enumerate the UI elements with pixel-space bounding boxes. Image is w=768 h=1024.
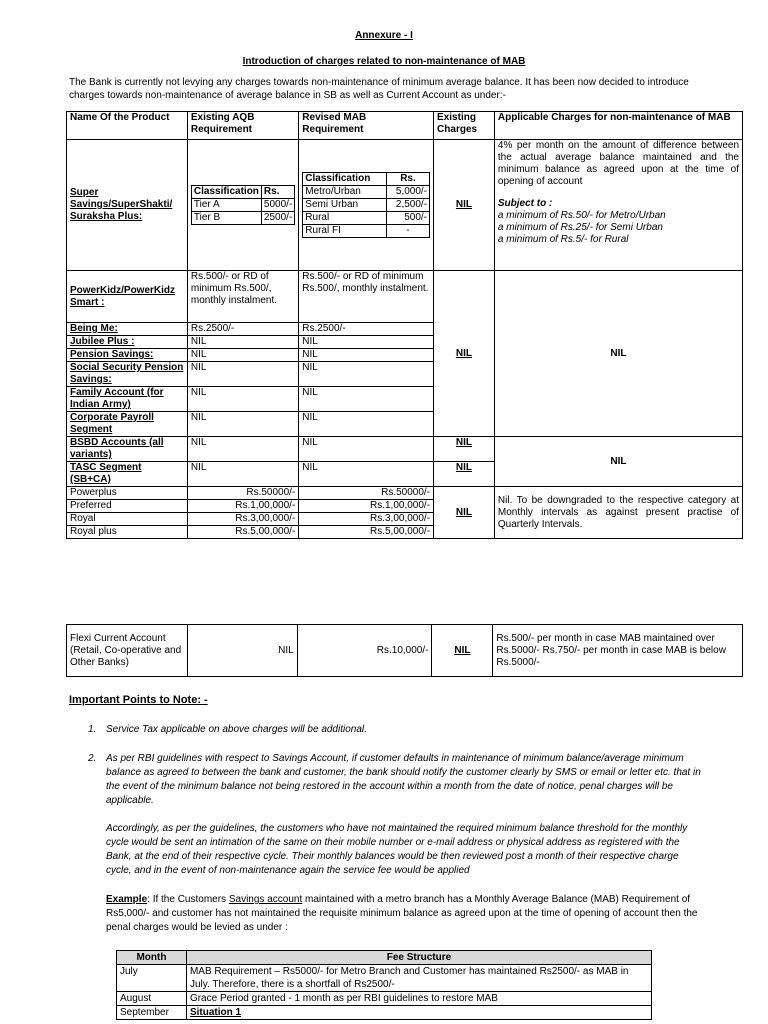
minimum-metro: a minimum of Rs.50/- for Metro/Urban (497, 210, 666, 221)
inner-cell: Tier B (191, 212, 261, 225)
revised-cell: Rs.3,00,000/- (299, 513, 434, 526)
inner-cell: Semi Urban (303, 199, 387, 212)
existing-cell: NIL (187, 336, 298, 349)
table-row (67, 437, 743, 462)
note-paragraph: Accordingly, as per the guidelines, the customers who have not maintained the required minimum balance threshold for the monthly cycle would be sent an intimation of the same on their mobile number or e-mail address or physical address as registered with the Bank, at the end of their respective cycle. Their monthly balances would be then reviewed post a month of their respective charge cycle, and in the event of non-maintenance again the service fee would be applied (106, 823, 688, 876)
header-existing: Existing AQB Requirement (187, 112, 298, 140)
fee-structure-table (116, 950, 652, 1020)
product-cell: PowerKidz/PowerKidz Smart : (67, 271, 188, 323)
inner-cell: 5000/- (261, 199, 294, 212)
existing-cell: Rs.5,00,000/- (187, 526, 298, 539)
table-row (67, 140, 743, 271)
revised-cell: NIL (299, 437, 434, 462)
intro-paragraph: The Bank is currently not levying any charges towards non-maintenance of minimum average balance. It has been now decided to introduce charges towards non-maintenance of average balance in SB as well as Current Account as under:- (69, 77, 689, 101)
inner-cell: 2500/- (261, 212, 294, 225)
fee-month: August (117, 992, 187, 1006)
applicable-main-text: 4% per month on the amount of difference between the actual average balance maintained and the minimum balance as agreed upon at the time of opening of account (497, 140, 739, 187)
existing-cell (187, 140, 298, 271)
header-product: Name Of the Product (67, 112, 188, 140)
existing-cell: NIL (187, 412, 298, 437)
revised-cell: NIL (299, 336, 434, 349)
product-cell: Preferred (67, 500, 188, 513)
existing-cell: Rs.3,00,000/- (187, 513, 298, 526)
applicable-cell: Rs.500/- per month in case MAB maintained over Rs.5000/- Rs.750/- per month in case MAB is below Rs.5000/- (493, 625, 743, 677)
revised-classification-table (302, 172, 430, 238)
subject-to-label: Subject to : (497, 198, 553, 209)
inner-cell: - (386, 225, 429, 238)
revised-cell: NIL (299, 362, 434, 387)
product-cell: TASC Segment (SB+CA) (67, 462, 188, 487)
inner-head: Classification (191, 186, 261, 199)
fee-month: July (117, 965, 187, 992)
existing-cell: Rs.500/- or RD of minimum Rs.500/, monthly instalment. (187, 271, 298, 323)
example-paragraph (106, 893, 706, 935)
product-cell: Super Savings/SuperShakti/ Suraksha Plus: (67, 140, 188, 271)
revised-cell: Rs.500/- or RD of minimum Rs.500/, monthly instalment. (299, 271, 434, 323)
revised-cell: NIL (299, 412, 434, 437)
savings-account-link: Savings account (228, 894, 303, 905)
revised-cell: Rs.1,00,000/- (299, 500, 434, 513)
example-pre: : If the Customers (147, 894, 229, 905)
fee-text: Situation 1 (186, 1006, 651, 1020)
revised-cell (299, 140, 434, 271)
charges-cell: NIL (434, 140, 495, 271)
flexi-table (66, 624, 743, 677)
revised-cell: Rs.2500/- (299, 323, 434, 336)
fee-month: September (117, 1006, 187, 1020)
fee-text: Grace Period granted - 1 month as per RBI guidelines to restore MAB (186, 992, 651, 1006)
revised-cell: Rs.50000/- (299, 487, 434, 500)
charges-cell: NIL (434, 462, 495, 487)
header-applicable: Applicable Charges for non-maintenance of MAB (494, 112, 742, 140)
product-cell: Royal plus (67, 526, 188, 539)
note-text: As per RBI guidelines with respect to Savings Account, if customer defaults in maintenance of minimum balance/average minimum balance as agreed to between the bank and customer, the bank should notify the customer clearly by SMS or email or letter etc. that in the event of the minimum balance not being restored in the account within a month from the date of notice, penal charges will be applicable. (106, 753, 701, 806)
fee-text: MAB Requirement – Rs5000/- for Metro Branch and Customer has maintained Rs2500/- as MAB in July. Therefore, there is a shortfall of Rs2500/- (186, 965, 651, 992)
revised-cell: NIL (299, 462, 434, 487)
charges-cell: NIL (432, 625, 493, 677)
charges-cell: NIL (434, 437, 495, 462)
existing-cell: NIL (187, 625, 297, 677)
charges-cell: NIL (434, 487, 495, 539)
table-row (67, 271, 743, 323)
product-cell: BSBD Accounts (all variants) (67, 437, 188, 462)
applicable-cell: Nil. To be downgraded to the respective category at Monthly intervals as against present practise of Quarterly Intervals. (494, 487, 742, 539)
table-header-row (67, 112, 743, 140)
existing-cell: Rs.50000/- (187, 487, 298, 500)
product-cell: Social Security Pension Savings: (67, 362, 188, 387)
applicable-cell: NIL (494, 271, 742, 437)
existing-cell: NIL (187, 349, 298, 362)
inner-cell: Rural FI (303, 225, 387, 238)
table-row (117, 1006, 652, 1020)
revised-cell: Rs.5,00,000/- (299, 526, 434, 539)
inner-head: Rs. (261, 186, 294, 199)
product-cell: Royal (67, 513, 188, 526)
header-charges: Existing Charges (434, 112, 495, 140)
product-cell: Being Me: (67, 323, 188, 336)
inner-cell: Tier A (191, 199, 261, 212)
table-row (67, 487, 743, 500)
inner-head: Rs. (386, 173, 429, 186)
note-number: 1. (88, 724, 97, 735)
applicable-cell: NIL (494, 437, 742, 487)
inner-cell: 2,500/- (386, 199, 429, 212)
existing-cell: NIL (187, 387, 298, 412)
note-text: Service Tax applicable on above charges will be additional. (106, 724, 367, 735)
charges-table (66, 111, 743, 539)
table-row (67, 625, 743, 677)
existing-cell: Rs.1,00,000/- (187, 500, 298, 513)
existing-cell: Rs.2500/- (187, 323, 298, 336)
existing-cell: NIL (187, 462, 298, 487)
inner-cell: 5,000/- (386, 186, 429, 199)
revised-cell: NIL (299, 349, 434, 362)
notes-heading: Important Points to Note: - (69, 694, 208, 706)
inner-cell: Rural (303, 212, 387, 225)
product-cell: Family Account (for Indian Army) (67, 387, 188, 412)
inner-head: Classification (303, 173, 387, 186)
table-row (117, 992, 652, 1006)
minimum-rural: a minimum of Rs.5/- for Rural (497, 234, 629, 245)
inner-cell: Metro/Urban (303, 186, 387, 199)
inner-cell: 500/- (386, 212, 429, 225)
minimum-semi-urban: a minimum of Rs.25/- for Semi Urban (497, 222, 663, 233)
existing-classification-table (191, 185, 295, 225)
header-revised: Revised MAB Requirement (299, 112, 434, 140)
product-cell: Flexi Current Account (Retail, Co-operative and Other Banks) (67, 625, 188, 677)
revised-cell: Rs.10,000/- (297, 625, 432, 677)
product-cell: Jubilee Plus : (67, 336, 188, 349)
revised-cell: NIL (299, 387, 434, 412)
fee-header-structure: Fee Structure (186, 951, 651, 965)
document-title: Introduction of charges related to non-maintenance of MAB (242, 56, 526, 67)
existing-cell: NIL (187, 437, 298, 462)
example-post: maintained with a metro branch has a Monthly Average Balance (MAB) Requirement of Rs5,000/- and customer has not maintained the requisite minimum balance as agreed upon at the time of opening of account then the penal charges would be levied as under : (106, 894, 698, 933)
existing-cell: NIL (187, 362, 298, 387)
note-number: 2. (88, 753, 97, 764)
charges-cell: NIL (434, 271, 495, 437)
product-cell: Powerplus (67, 487, 188, 500)
annexure-heading: Annexure - I (355, 30, 413, 41)
product-cell: Pension Savings: (67, 349, 188, 362)
product-cell: Corporate Payroll Segment (67, 412, 188, 437)
fee-header-row (117, 951, 652, 965)
applicable-cell (494, 140, 742, 271)
table-row (117, 965, 652, 992)
example-label: Example (106, 894, 148, 905)
fee-header-month: Month (117, 951, 187, 965)
